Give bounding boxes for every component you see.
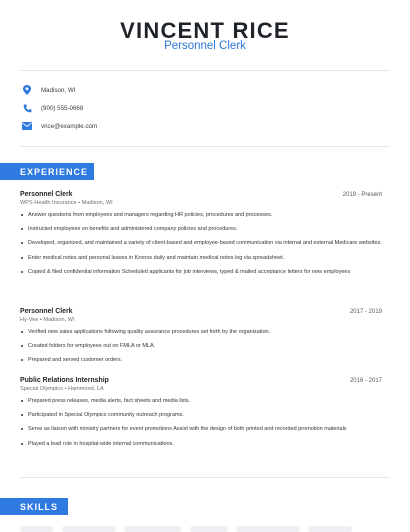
job-employer: Hy-Vee • Madison, WI [20,317,75,323]
location-pin-icon [20,83,34,97]
envelope-icon [20,119,34,133]
job-bullets [20,397,382,448]
job-entry [20,191,382,276]
bullet-item: Answer questions from employees and managers regarding HR policies, procedures and processes. [20,211,382,219]
bullet-item: Developed, organized, and maintained a variety of client-based and employee-based communication via internal and external Medicare websites. [20,239,382,247]
contact-email-link[interactable]: vrice@example.com [41,122,98,130]
bullet-item: Copied & filed confidential information Scheduled applicants for job interviews, typed & mailed acceptance letters for new employees [20,268,382,276]
job-bullets [20,328,382,365]
job-entry [20,377,382,448]
phone-icon [20,101,34,115]
bullet-item: Prepared and served customer orders. [20,356,382,364]
job-employer: Special Olympics • Hammond, LA [20,386,104,392]
job-dates: 2019 - Present [342,192,382,198]
job-employer: WPS Health Insurance • Madison, WI [20,200,113,206]
bullet-item: Enter medical notes and personal leaves in Kronos daily and maintain medical notes log via spreadsheet. [20,254,382,262]
bullet-item: Created folders for employees out on FMLA or MLA. [20,342,382,350]
job-bullets [20,211,382,276]
job-entry [20,308,382,365]
job-title: Public Relations Internship [20,377,109,384]
bullet-item: Prepared press releases, media alerts, fact sheets and media lists. [20,397,382,405]
skill-chip [308,526,352,532]
bullet-item: Serve as liaison with ministry partners for event promotions Assist with the design of both printed and recorded promotion materials [20,425,382,433]
contact-phone [20,100,83,116]
contact-location-text: Madison, WI [41,86,76,94]
bullet-item: Participated in Special Olympics community outreach programs. [20,411,382,419]
experience-heading: EXPERIENCE [0,163,94,180]
skill-chip [20,526,54,532]
skill-chip [190,526,228,532]
experience-divider [20,477,390,478]
job-dates: 2017 - 2019 [349,309,382,315]
candidate-name: VINCENT RICE [120,18,290,43]
contact-location [20,82,75,98]
contact-email [20,118,97,134]
job-dates: 2016 - 2017 [349,378,382,384]
skill-chip [62,526,116,532]
contact-phone-text: (900) 555-0668 [41,104,84,112]
skill-chip [124,526,182,532]
skills-heading: SKILLS [0,498,68,515]
skill-chip [236,526,300,532]
contact-divider [20,146,390,147]
bullet-item: Played a lead role in hospital-wide internal communications. [20,440,382,448]
job-title: Personnel Clerk [20,308,73,315]
header-divider [20,70,390,71]
bullet-item: Verified new sales applications following quality assurance procedures set forth by the organization. [20,328,382,336]
bullet-item: Instructed employees on benefits and administered company policies and procedures. [20,225,382,233]
candidate-title: Personnel Clerk [164,40,246,52]
job-title: Personnel Clerk [20,191,73,198]
